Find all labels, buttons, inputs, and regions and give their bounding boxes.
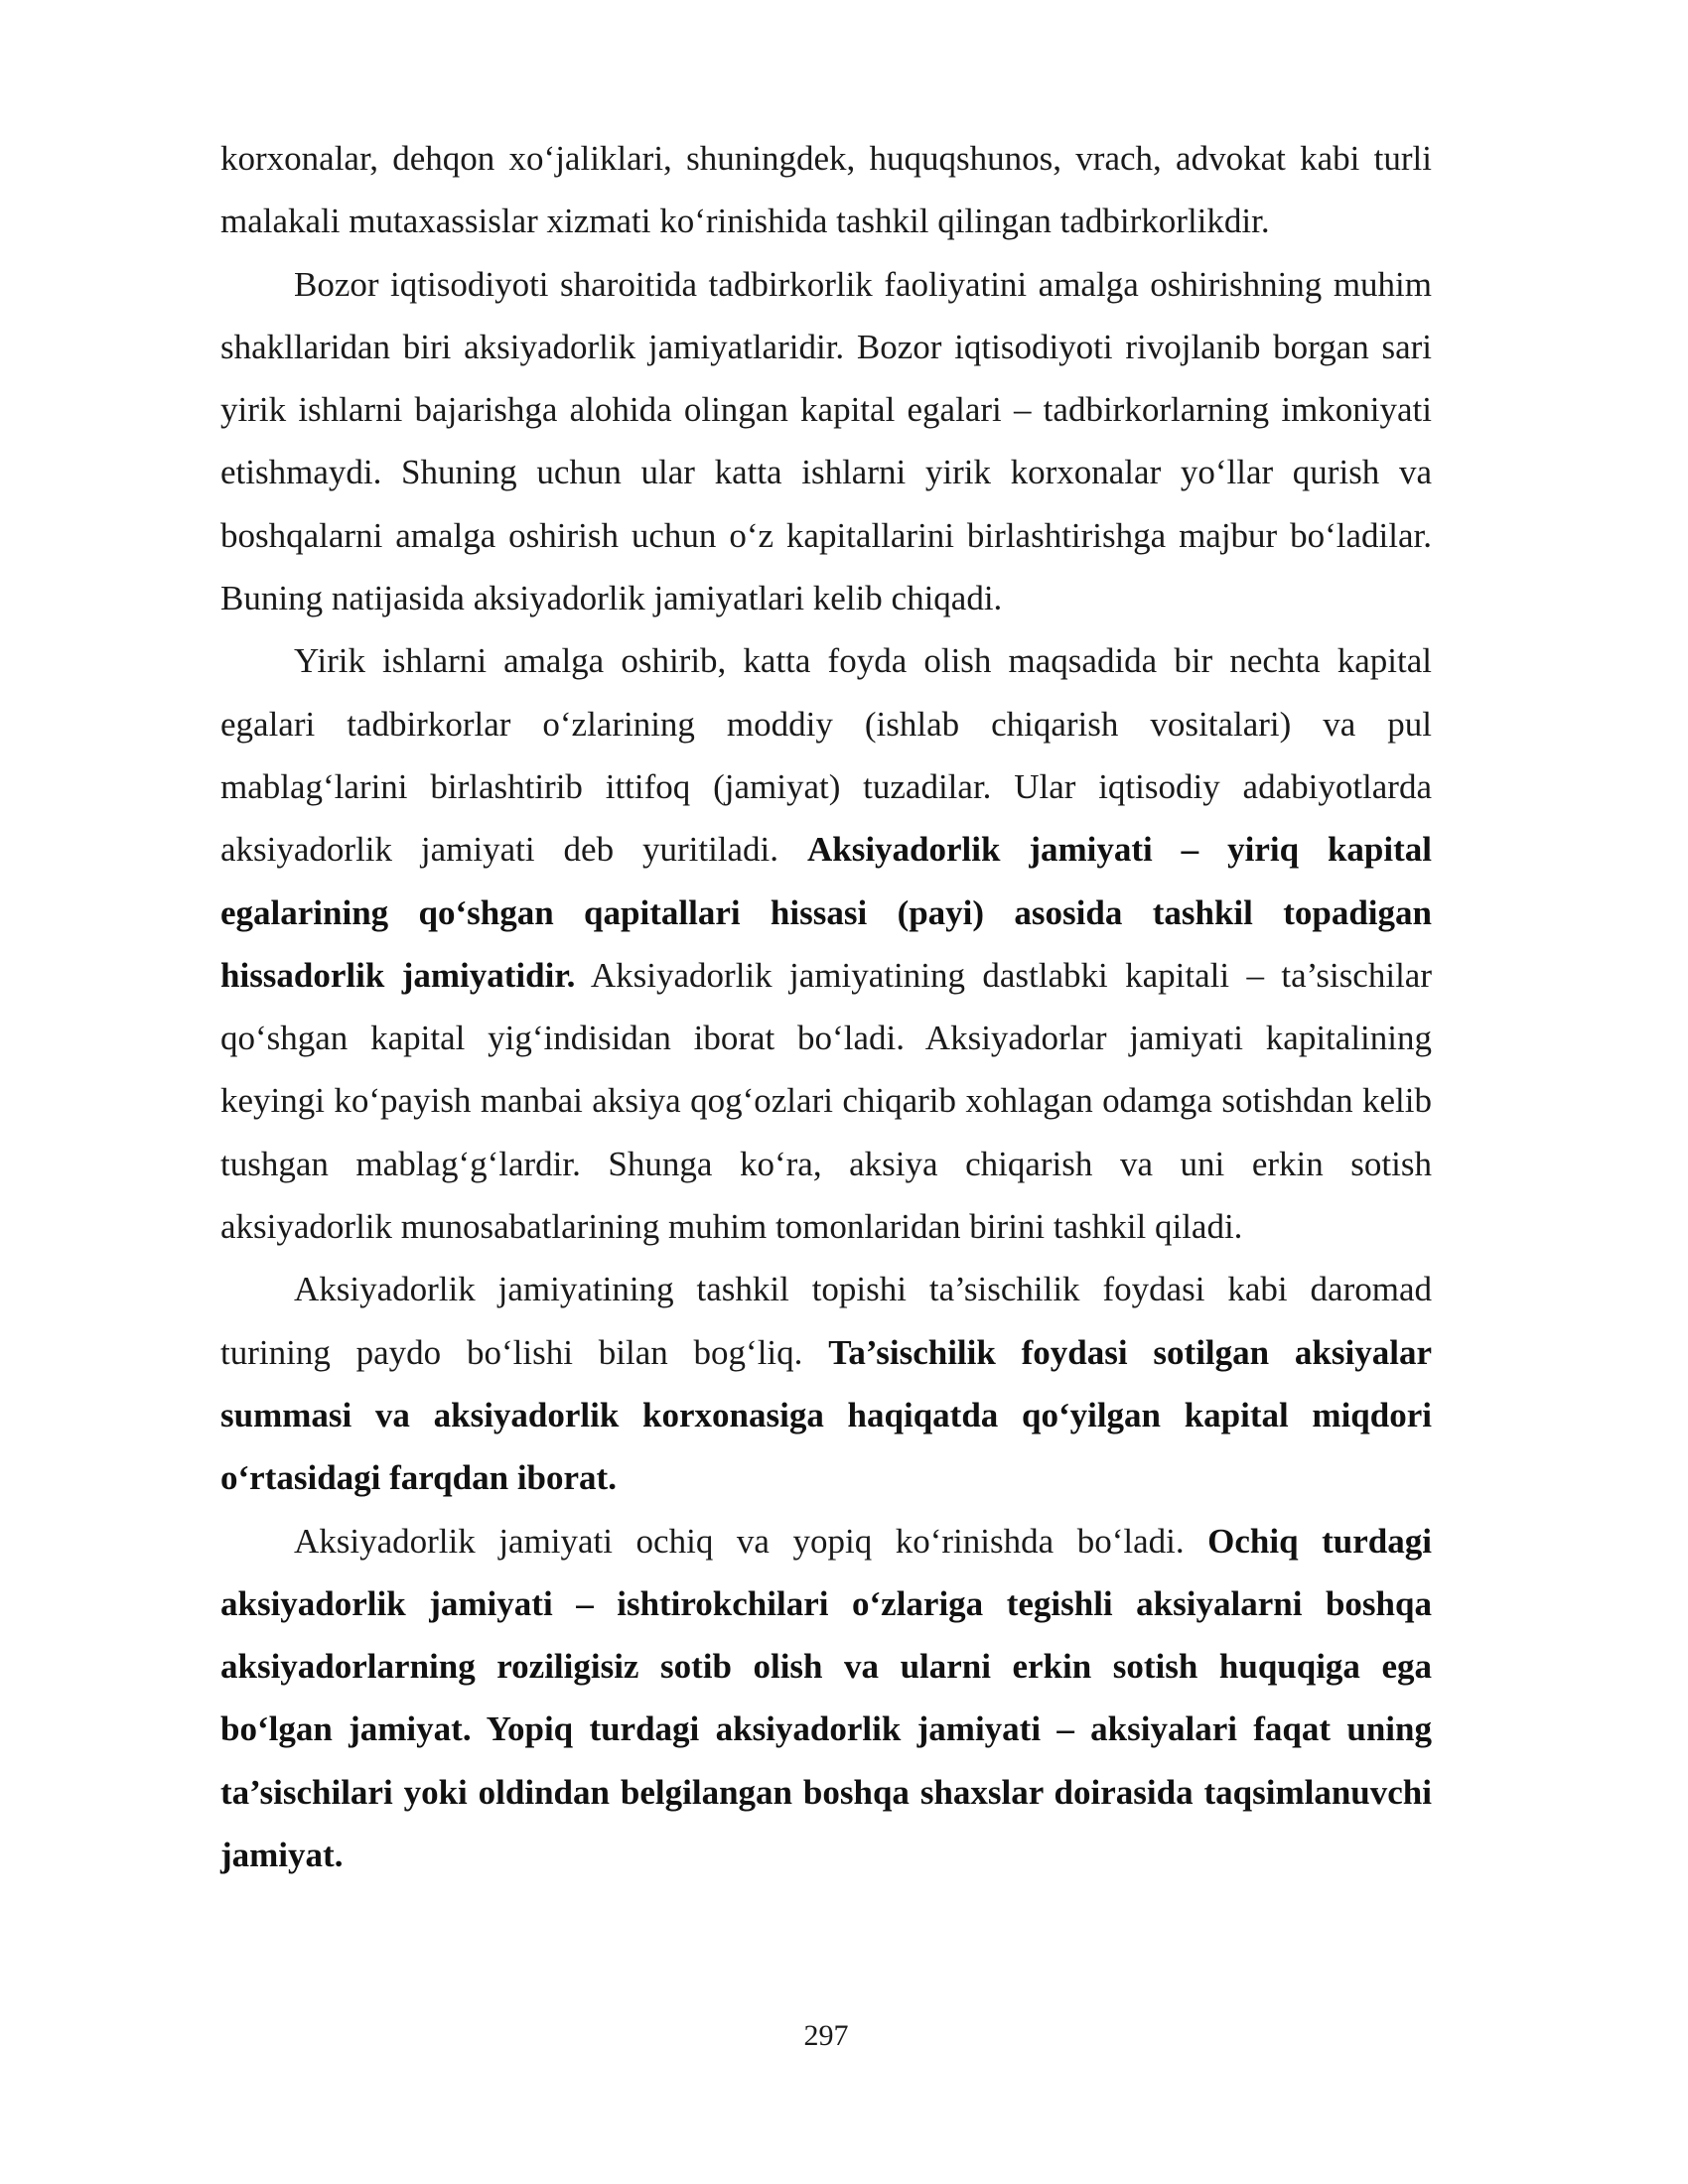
paragraph-3-text-a: Yirik ishlarni amalga oshirib, katta foyda olish maqsadida bir nechta kapital egalari tadbirkorlar o‘zlarining moddiy (ishlab chiqarish vositalari) va pul mablag‘larini birlashtirib ittifoq (jamiyat) tuzadilar. Ular iqtisodiy adabiyotlarda aksiyadorlik jamiyati deb yuritiladi. — [220, 641, 1432, 870]
paragraph-4-text: Aksiyadorlik jamiyatining tashkil topishi ta’sischilik foydasi kabi daromad turining paydo bo‘lishi bilan bog‘liq. — [220, 1270, 1432, 1372]
paragraph-3 — [220, 629, 1432, 1258]
paragraph-2-text: Bozor iqtisodiyoti sharoitida tadbirkorlik faoliyatini amalga oshirishning muhim shakllaridan biri aksiyadorlik jamiyatlaridir. Bozor iqtisodiyoti rivojlanib borgan sari yirik ishlarni bajarishga alohida olingan kapital egalari – tadbirkorlarning imkoniyati etishmaydi. Shuning uchun ular katta ishlarni yirik korxonalar yo‘llar qurish va boshqalarni amalga oshirish uchun o‘z kapitallarini birlashtirishga majbur bo‘ladilar. Buning natijasida aksiyadorlik jamiyatlari kelib chiqadi. — [220, 264, 1432, 618]
definition-founders-profit: Ta’sischilik foydasi sotilgan aksiyalar summasi va aksiyadorlik korxonasiga haqiqatda qo‘yilgan kapital miqdori o‘rtasidagi farqdan iborat. — [220, 1332, 1432, 1498]
paragraph-2 — [220, 253, 1432, 630]
page-number: 297 — [803, 2019, 849, 2052]
definition-open-closed-company: Ochiq turdagi aksiyadorlik jamiyati – ishtirokchilari o‘zlariga tegishli aksiyalarni boshqa aksiyadorlarning roziligisiz sotib olish va ularni erkin sotish huquqiga ega bo‘lgan jamiyat. Yopiq turdagi aksiyadorlik jamiyati – aksiyalari faqat uning ta’sischilari yoki oldindan belgilangan boshqa shaxslar doirasida taqsimlanuvchi jamiyat. — [220, 1521, 1432, 1875]
definition-joint-stock-company: Aksiyadorlik jamiyati – yiriq kapital egalarining qo‘shgan qapitallari hissasi (payi) asosida tashkil topadigan hissadorlik jamiyatidir. — [220, 830, 1432, 995]
paragraph-5-text: Aksiyadorlik jamiyati ochiq va yopiq ko‘rinishda bo‘ladi. — [294, 1521, 1208, 1561]
paragraph-3-text-b: Aksiyadorlik jamiyatining dastlabki kapitali – ta’sischilar qo‘shgan kapital yig‘indisidan iborat bo‘ladi. Aksiyadorlar jamiyati kapitalining keyingi ko‘payish manbai aksiya qog‘ozlari chiqarib xohlagan odamga sotishdan kelib tushgan mablag‘g‘lardir. Shunga ko‘ra, aksiya chiqarish va uni erkin sotish aksiyadorlik munosabatlarining muhim tomonlaridan birini tashkil qiladi. — [220, 955, 1432, 1247]
paragraph-1 — [220, 127, 1432, 253]
paragraph-4 — [220, 1258, 1432, 1509]
paragraph-5 — [220, 1510, 1432, 1887]
paragraph-1-text: korxonalar, dehqon xo‘jaliklari, shuningdek, huquqshunos, vrach, advokat kabi turli malakali mutaxassislar xizmati ko‘rinishida tashkil qilingan tadbirkorlikdir. — [220, 139, 1432, 241]
page-body — [220, 127, 1432, 1886]
